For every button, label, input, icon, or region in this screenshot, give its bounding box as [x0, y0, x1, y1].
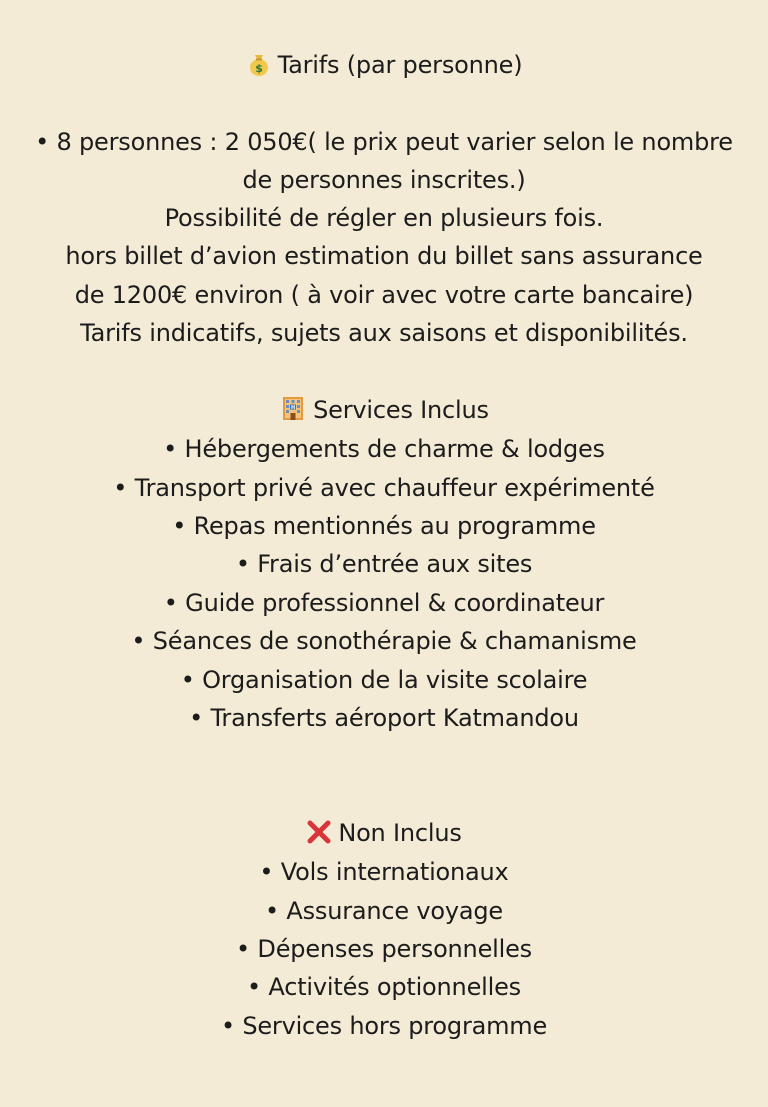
non-inclus-item: • Activités optionnelles [247, 973, 521, 1001]
non-inclus-title: Non Inclus [338, 819, 462, 847]
tarifs-line: • 8 personnes : 2 050€( le prix peut varier selon le nombre [35, 128, 733, 156]
services-item: • Séances de sonothérapie & chamanisme [131, 627, 637, 655]
tarifs-line: Tarifs indicatifs, sujets aux saisons et disponibilités. [80, 319, 688, 347]
svg-text:H: H [291, 405, 296, 411]
services-item: • Repas mentionnés au programme [172, 512, 596, 540]
money-bag-icon [246, 51, 272, 77]
non-inclus-heading [0, 814, 768, 852]
hotel-icon [279, 394, 307, 422]
tarifs-line: de personnes inscrites.) [242, 166, 526, 194]
non-inclus-item: • Assurance voyage [265, 897, 503, 925]
services-item: • Organisation de la visite scolaire [180, 666, 588, 694]
services-item: • Hébergements de charme & lodges [163, 435, 605, 463]
non-inclus-item: • Services hors programme [220, 1012, 548, 1040]
tarifs-line: hors billet d’avion estimation du billet sans assurance [65, 242, 703, 270]
tarifs-title: Tarifs (par personne) [277, 51, 523, 79]
services-title: Services Inclus [313, 396, 489, 424]
svg-text:$: $ [254, 62, 263, 75]
non-inclus-item: • Dépenses personnelles [236, 935, 532, 963]
cross-mark-icon [306, 819, 332, 845]
tarifs-line: Possibilité de régler en plusieurs fois. [164, 204, 604, 232]
services-heading [0, 391, 768, 429]
services-item: • Transport privé avec chauffeur expérimenté [113, 474, 655, 502]
non-inclus-item: • Vols internationaux [259, 858, 509, 886]
services-item: • Guide professionnel & coordinateur [163, 589, 605, 617]
services-item: • Transferts aéroport Katmandou [189, 704, 579, 732]
services-item: • Frais d’entrée aux sites [235, 550, 533, 578]
tarifs-heading [0, 46, 768, 84]
tarifs-line: de 1200€ environ ( à voir avec votre carte bancaire) [74, 281, 694, 309]
